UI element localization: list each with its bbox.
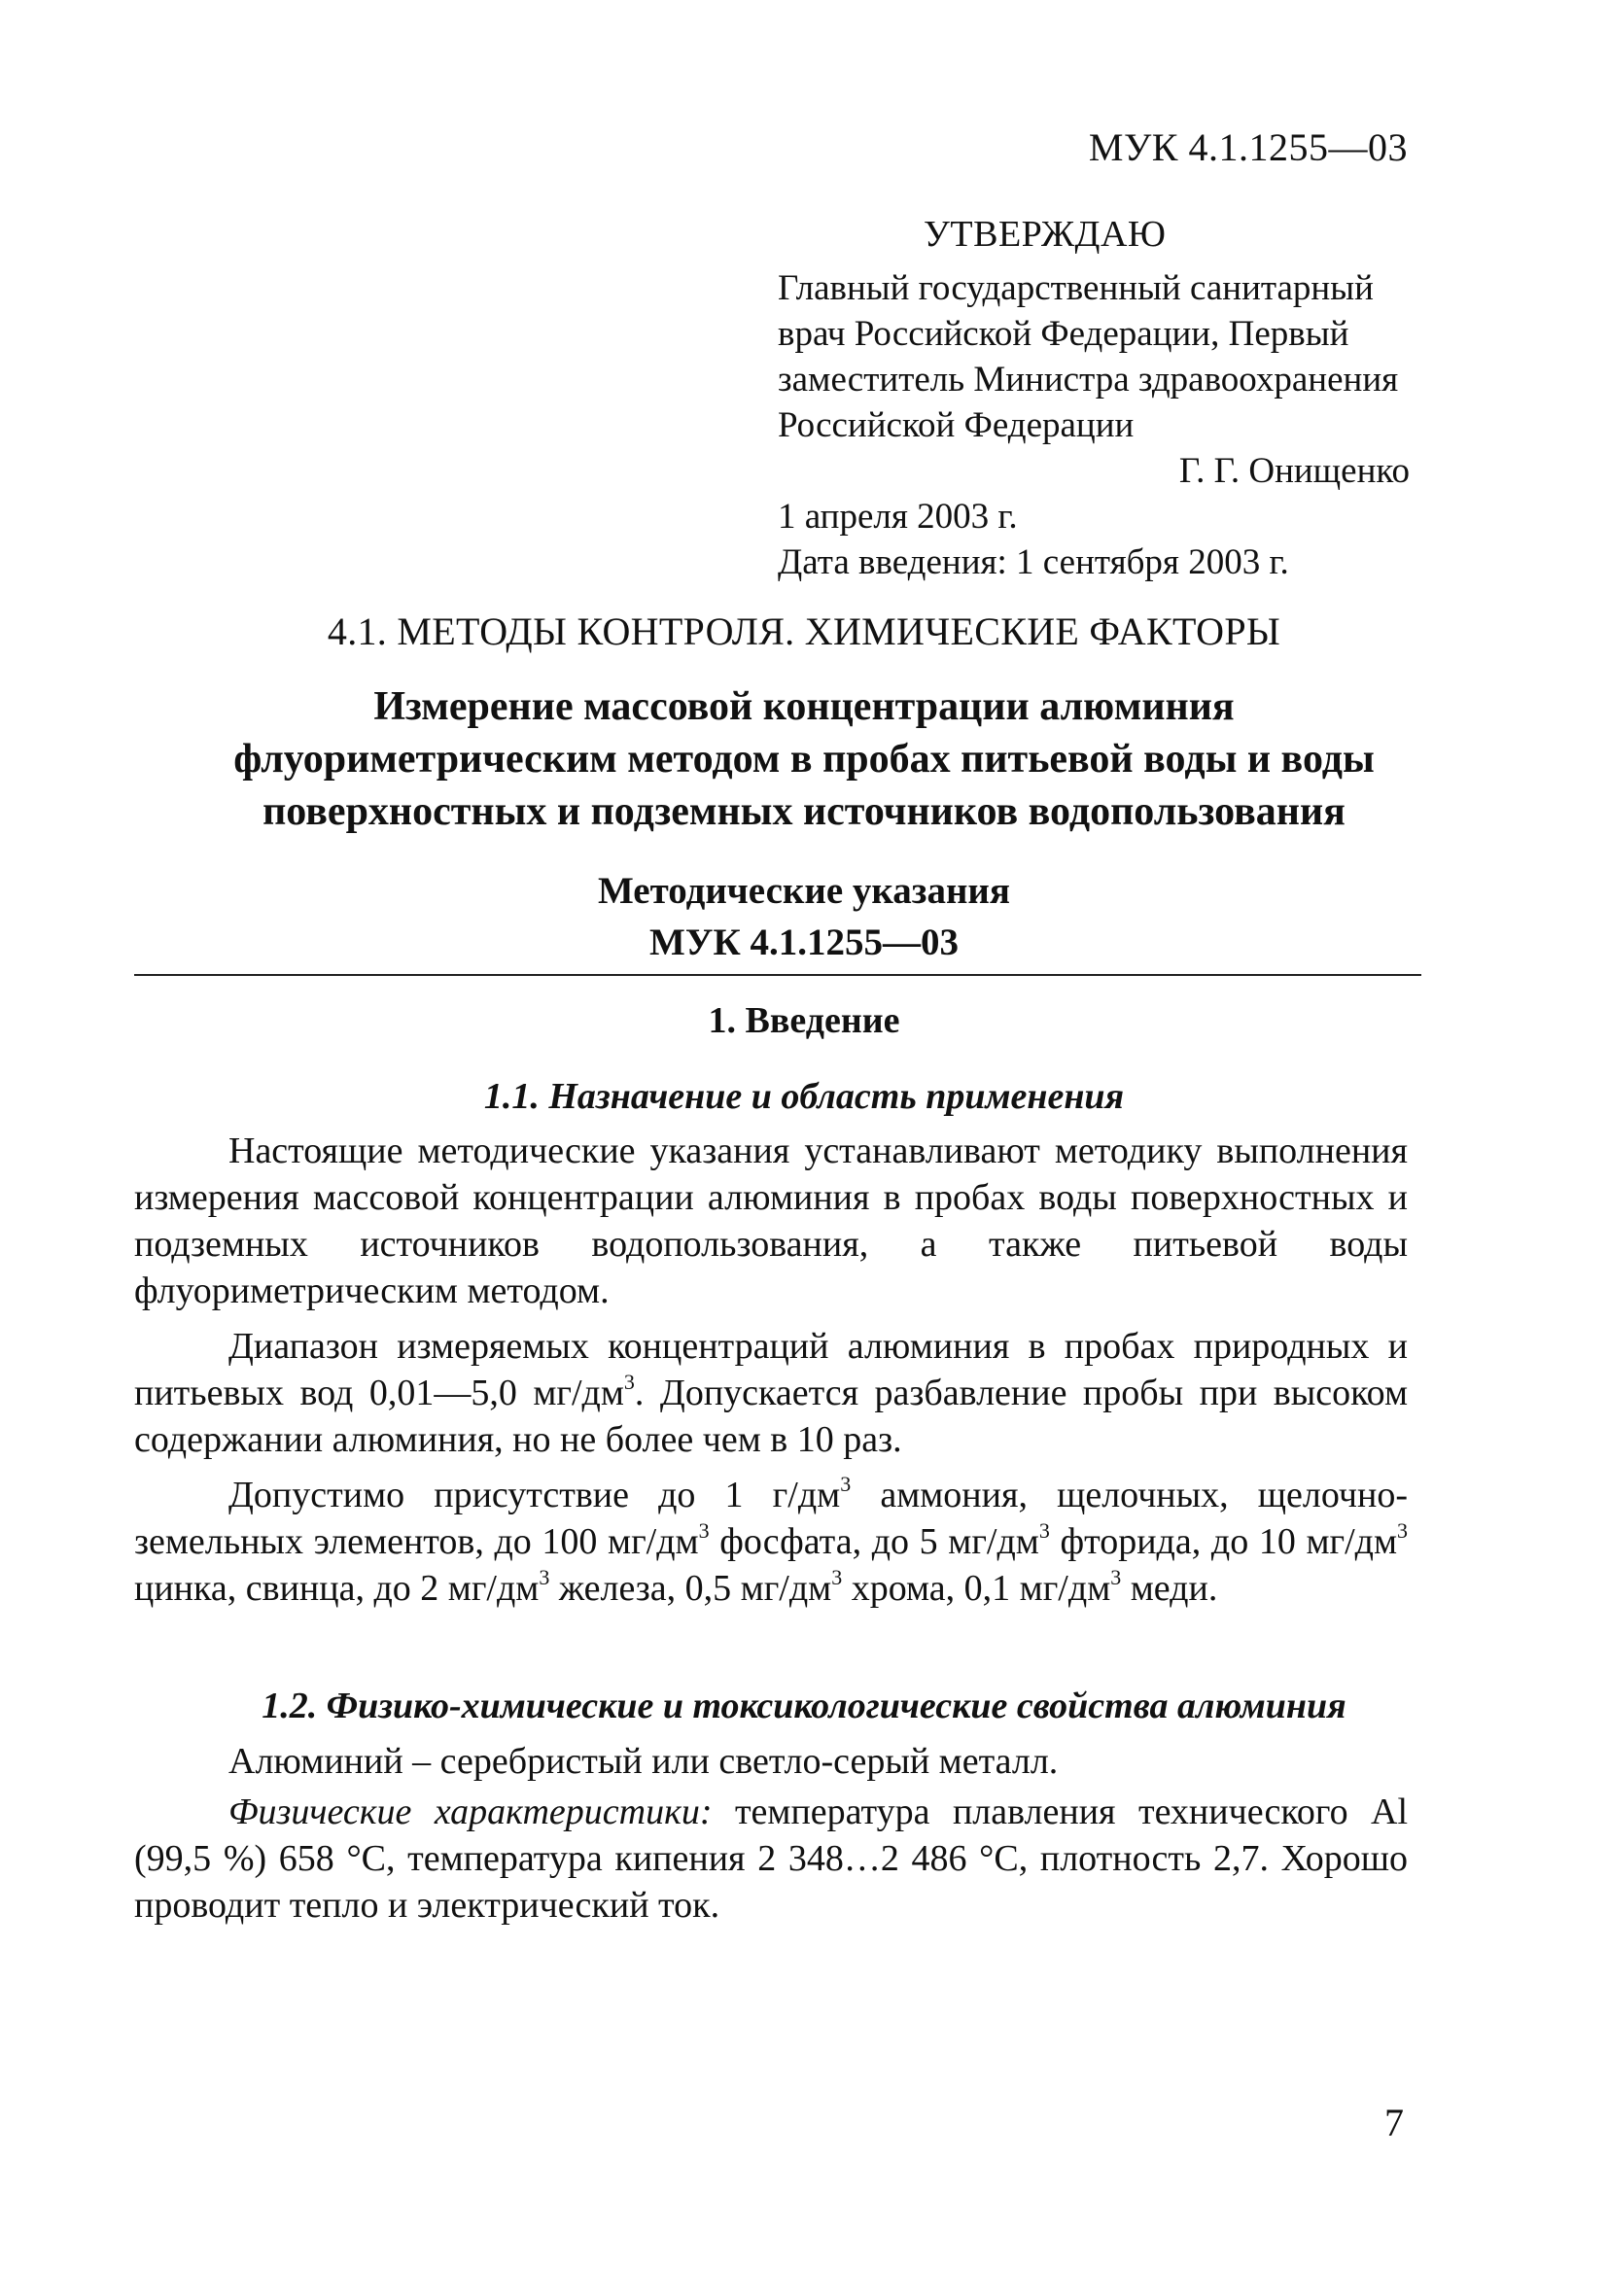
italic-label: Физические характеристики:	[228, 1792, 713, 1832]
text-span: хрома, 0,1 мг/дм	[842, 1568, 1111, 1609]
paragraph: Настоящие методические указания устанавливают методику выполнения измерения массовой концентрации алюминия в пробах воды поверхностных и подземных источников водопользования, а также питьевой воды флуориметрическим методом.	[134, 1131, 1408, 1311]
approver-position-line: врач Российской Федерации, Первый	[778, 314, 1349, 354]
approval-block	[778, 212, 1410, 585]
approver-position-line: Российской Федерации	[778, 405, 1135, 445]
section-heading: 4.1. МЕТОДЫ КОНТРОЛЯ. ХИМИЧЕСКИЕ ФАКТОРЫ	[327, 609, 1281, 653]
chapter-heading: 1. Введение	[708, 1000, 900, 1041]
text-span: Диапазон измеряемых концентраций алюминия в пробах природных и питьевых вод 0,01—5,0 мг/дм	[134, 1326, 1408, 1413]
effective-date: Дата введения: 1 сентября 2003 г.	[778, 542, 1289, 582]
document-title-line: поверхностных и подземных источников водопользования	[262, 789, 1346, 834]
superscript: 3	[840, 1472, 852, 1496]
text-span: меди.	[1121, 1568, 1218, 1609]
superscript: 3	[539, 1565, 550, 1589]
text-span: цинка, свинца, до 2 мг/дм	[134, 1568, 540, 1609]
text-span: железа, 0,5 мг/дм	[549, 1568, 832, 1609]
superscript: 3	[1110, 1565, 1122, 1589]
approver-name: Г. Г. Онищенко	[1178, 451, 1410, 491]
document-code-header: МУК 4.1.1255—03	[1088, 125, 1408, 169]
superscript: 3	[1397, 1518, 1409, 1543]
text-span: фторида, до 10 мг/дм	[1049, 1521, 1398, 1562]
page-number: 7	[1384, 2101, 1404, 2144]
text-span: температура плавления технического Al (99,5 %) 658 °С, температура кипения 2 348…2 486 °С, плотность 2,7. Хорошо проводит тепло и электрический ток.	[134, 1792, 1408, 1926]
superscript: 3	[1038, 1518, 1050, 1543]
superscript: 3	[831, 1565, 843, 1589]
superscript: 3	[623, 1370, 635, 1394]
approval-word: УТВЕРЖДАЮ	[924, 214, 1167, 255]
paragraph: Алюминий – серебристый или светло-серый металл.	[228, 1741, 1059, 1782]
superscript: 3	[698, 1518, 710, 1543]
document-title	[97, 680, 1511, 838]
paragraph	[134, 1472, 1408, 1612]
subsection-body-1-1	[134, 1128, 1408, 1612]
document-kind: Методические указания	[597, 870, 1010, 912]
subsection-body-1-2	[134, 1738, 1408, 1929]
subsection-heading-1-1: 1.1. Назначение и область применения	[483, 1076, 1125, 1117]
approval-date: 1 апреля 2003 г.	[778, 497, 1018, 537]
approver-position-line: заместитель Министра здравоохранения	[778, 360, 1399, 400]
text-span: Допустимо присутствие до 1 г/дм	[228, 1475, 841, 1515]
paragraph	[134, 1323, 1408, 1463]
text-span: фосфата, до 5 мг/дм	[709, 1521, 1039, 1562]
document-subtitle	[0, 865, 1608, 968]
paragraph	[134, 1789, 1408, 1929]
document-code: МУК 4.1.1255—03	[649, 922, 959, 963]
title-divider	[134, 974, 1421, 976]
document-title-line: Измерение массовой концентрации алюминия	[373, 684, 1235, 729]
text-span: аммония, щелочных, щелочно-земельных элементов, до 100 мг/дм	[134, 1475, 1409, 1562]
approver-position-line: Главный государственный санитарный	[778, 268, 1374, 308]
subsection-heading-1-2: 1.2. Физико-химические и токсикологические свойства алюминия	[262, 1686, 1346, 1726]
document-title-line: флуориметрическим методом в пробах питьевой воды и воды	[233, 737, 1375, 782]
text-span: . Допускается разбавление пробы при высоком содержании алюминия, но не более чем в 10 раз.	[134, 1373, 1408, 1460]
